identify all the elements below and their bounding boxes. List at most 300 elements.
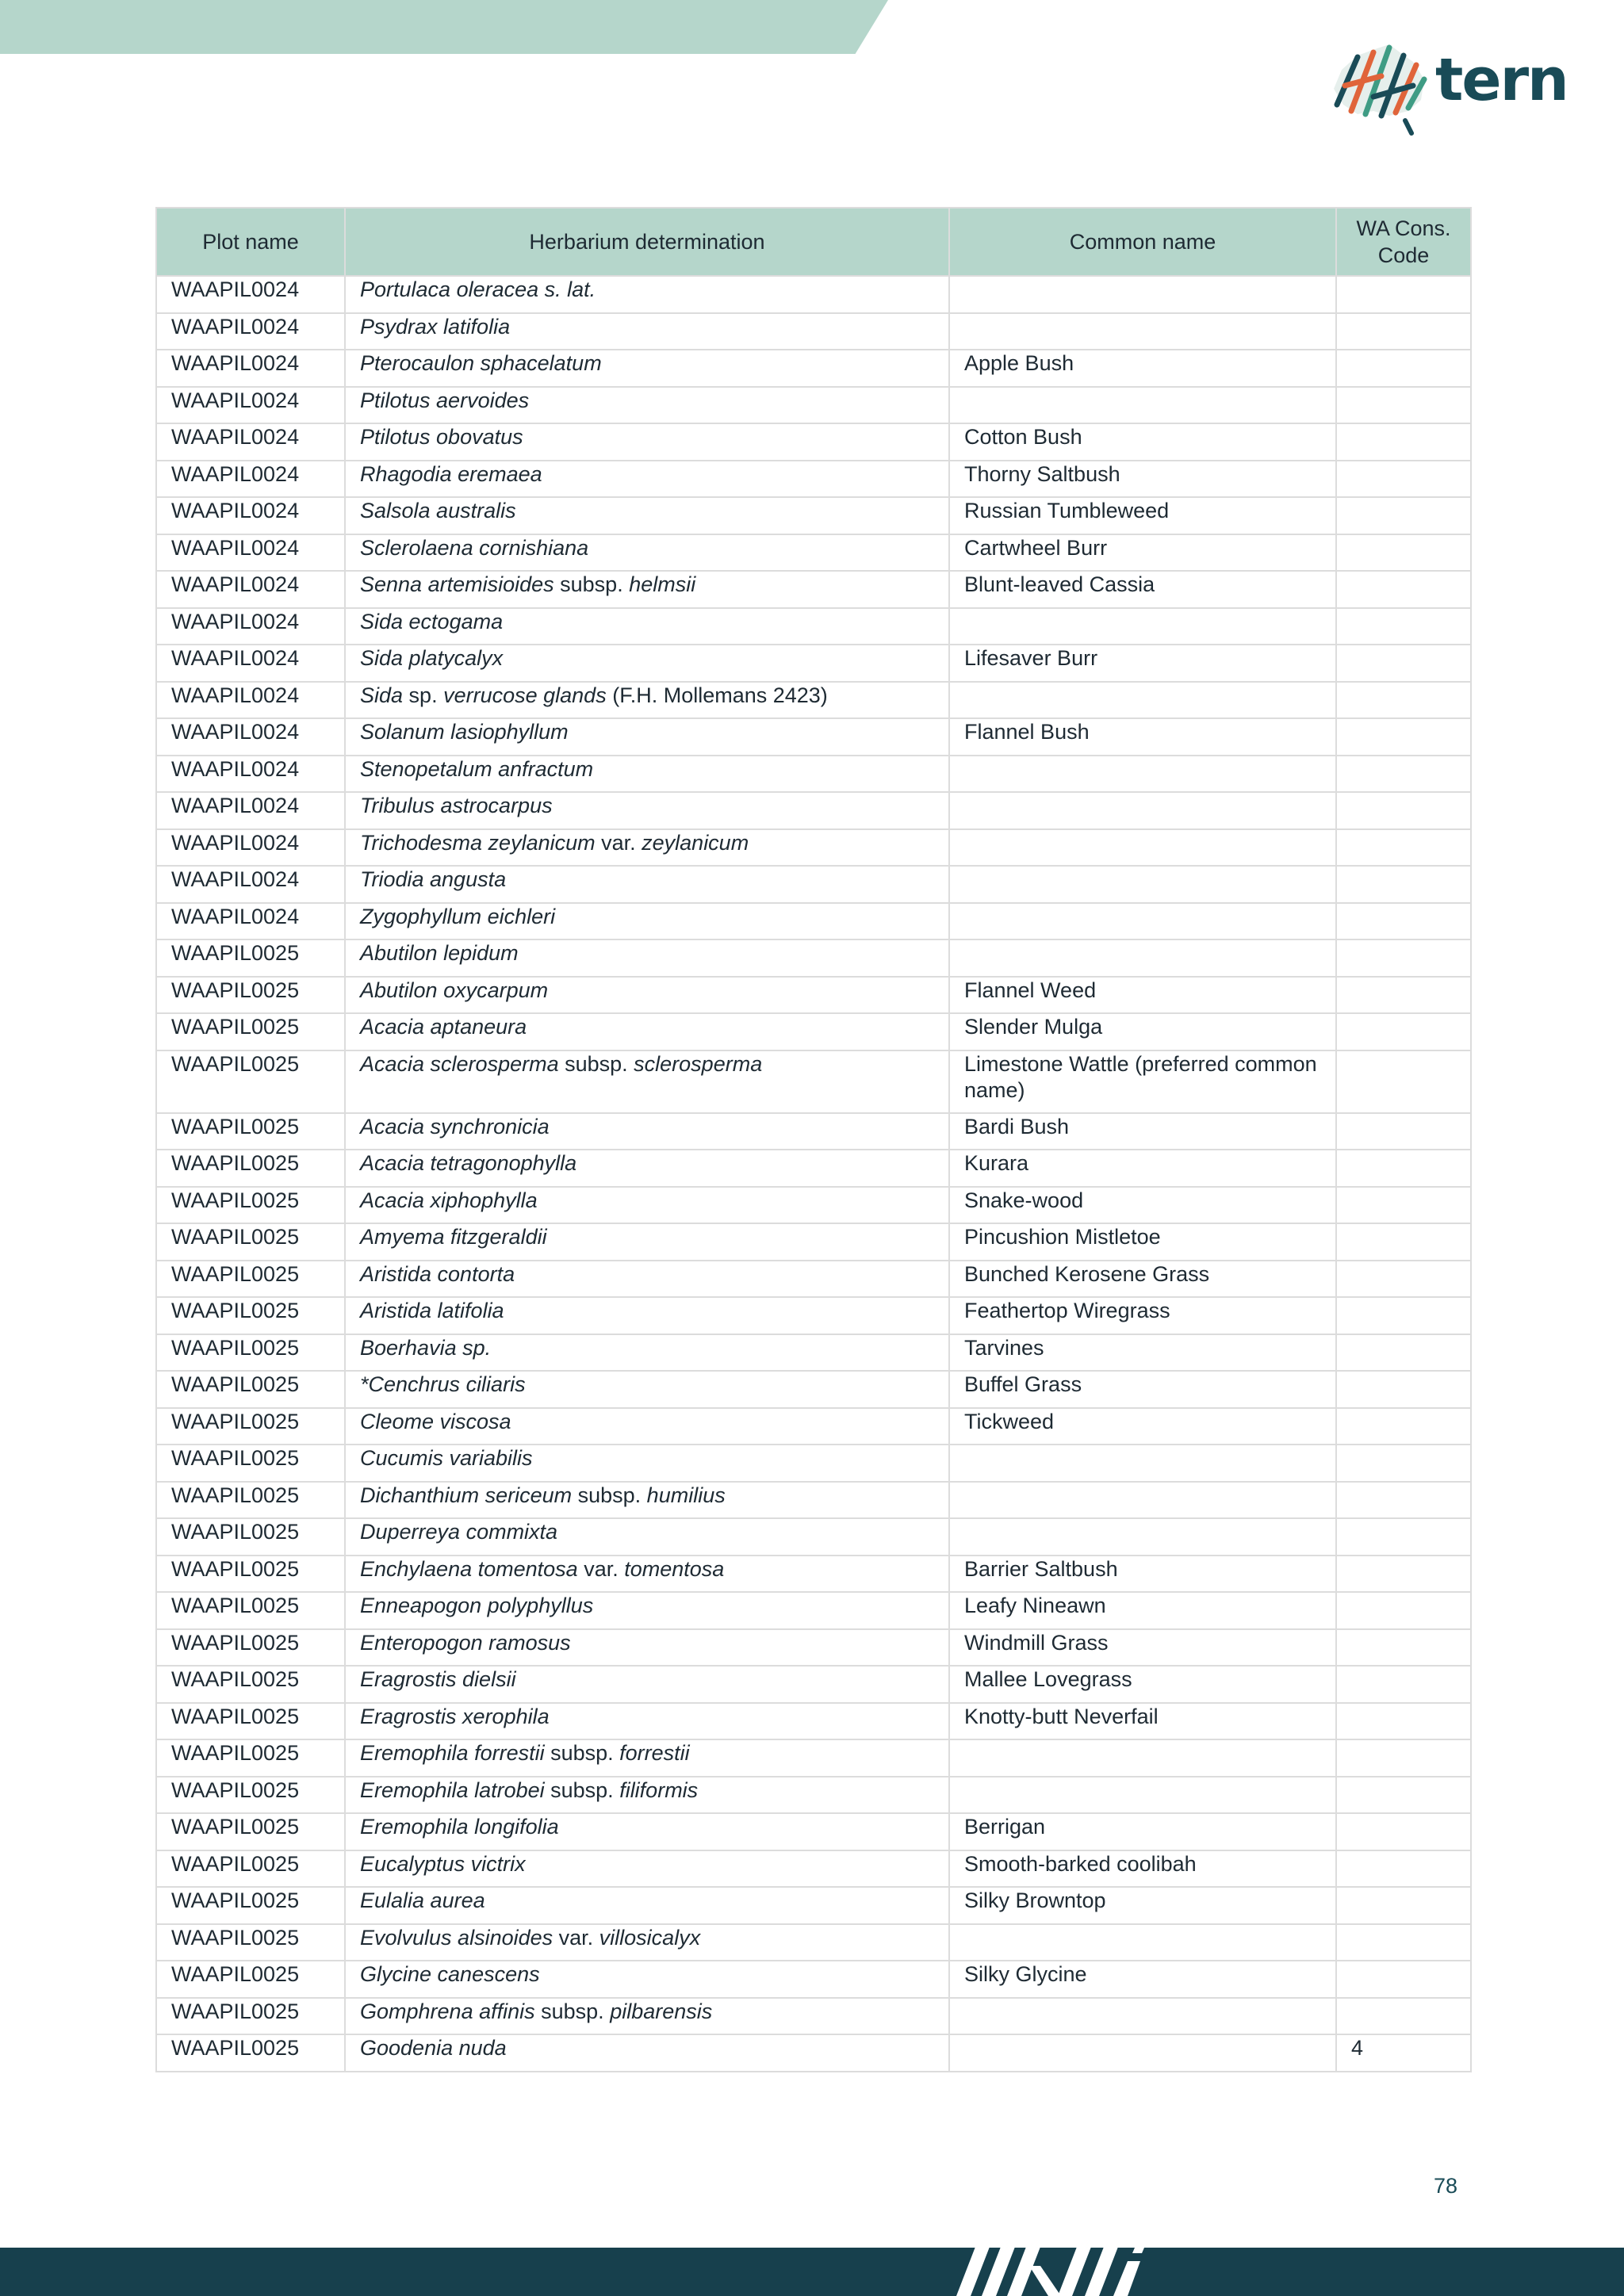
taxon-name-part: Pterocaulon sphacelatum (360, 351, 602, 375)
wa-cons-code-cell (1336, 866, 1471, 903)
header-row (156, 208, 1471, 276)
plot-name-cell: WAAPIL0025 (156, 1261, 345, 1298)
herbarium-cell (345, 1050, 949, 1113)
herbarium-header: Herbarium determination (345, 208, 949, 276)
herbarium-cell (345, 1629, 949, 1667)
herbarium-cell (345, 792, 949, 829)
wa-cons-code-cell (1336, 1961, 1471, 1998)
taxon-name-part: Ptilotus aervoides (360, 388, 530, 412)
taxon-name-part: Acacia aptaneura (360, 1015, 527, 1039)
wa-cons-code-cell (1336, 1187, 1471, 1224)
bottom-decorative-band (0, 2248, 1624, 2296)
common-name-cell: Cartwheel Burr (949, 534, 1336, 572)
herbarium-cell (345, 939, 949, 977)
common-name-cell: Tarvines (949, 1334, 1336, 1372)
taxon-name-part: zeylanicum (642, 830, 749, 855)
common-name-cell: Silky Glycine (949, 1961, 1336, 1998)
taxon-name-part: Rhagodia eremaea (360, 461, 542, 486)
common-name-cell: Lifesaver Burr (949, 645, 1336, 682)
herbarium-cell (345, 1408, 949, 1445)
taxon-name-part: Stenopetalum anfractum (360, 756, 594, 781)
taxon-name-part: Sida platycalyx (360, 646, 504, 670)
common-name-cell (949, 2034, 1336, 2072)
australia-map-icon (1326, 38, 1433, 137)
plot-name-cell: WAAPIL0025 (156, 977, 345, 1014)
herbarium-cell (345, 756, 949, 793)
table-row (156, 1371, 1471, 1408)
herbarium-cell (345, 2034, 949, 2072)
common-name-cell (949, 682, 1336, 719)
herbarium-cell (345, 1813, 949, 1850)
taxon-name-part: Aristida latifolia (360, 1299, 504, 1322)
herbarium-cell (345, 1592, 949, 1629)
taxon-name-part: Eucalyptus victrix (360, 1851, 526, 1876)
plot-name-cell: WAAPIL0025 (156, 1961, 345, 1998)
plot-name-cell: WAAPIL0024 (156, 276, 345, 313)
table-row (156, 1445, 1471, 1482)
page-number: 78 (1434, 2174, 1458, 2198)
common-name-cell: Feathertop Wiregrass (949, 1297, 1336, 1334)
herbarium-cell (345, 1703, 949, 1740)
common-name-cell: Apple Bush (949, 350, 1336, 387)
table-row (156, 829, 1471, 867)
plot-name-cell: WAAPIL0025 (156, 1297, 345, 1334)
taxon-name-part: Eremophila latrobei (360, 1777, 545, 1802)
table-row (156, 1703, 1471, 1740)
taxon-name-part: Dichanthium sericeum (360, 1483, 573, 1507)
table-row (156, 497, 1471, 534)
table-row (156, 608, 1471, 645)
taxon-name-part: Cleome viscosa (360, 1409, 511, 1433)
table-row (156, 423, 1471, 461)
wa-cons-code-cell (1336, 903, 1471, 940)
plot-name-cell: WAAPIL0024 (156, 461, 345, 498)
plot-name-cell: WAAPIL0025 (156, 1813, 345, 1850)
common-name-cell (949, 276, 1336, 313)
top-decorative-band (0, 0, 888, 54)
plot-name-cell: WAAPIL0024 (156, 313, 345, 350)
common-name-cell: Flannel Bush (949, 718, 1336, 756)
table-row (156, 682, 1471, 719)
table-row (156, 1223, 1471, 1261)
taxon-name-part: Acacia tetragonophylla (360, 1151, 577, 1175)
wa-cons-header-line2: Code (1377, 243, 1430, 267)
table-row (156, 718, 1471, 756)
plot-name-cell: WAAPIL0025 (156, 1592, 345, 1629)
wa-cons-code-cell (1336, 313, 1471, 350)
table-row (156, 792, 1471, 829)
common-name-cell: Limestone Wattle (preferred common name) (949, 1050, 1336, 1113)
taxon-name-part: *Cenchrus ciliaris (360, 1372, 526, 1396)
herbarium-cell (345, 1482, 949, 1519)
taxon-name-part: Eragrostis dielsii (360, 1667, 516, 1691)
common-name-cell: Thorny Saltbush (949, 461, 1336, 498)
table-header (156, 208, 1471, 276)
herbarium-cell (345, 1739, 949, 1777)
table-row (156, 977, 1471, 1014)
wa-cons-code-cell (1336, 350, 1471, 387)
common-name-cell (949, 1518, 1336, 1556)
table-row (156, 276, 1471, 313)
plot-name-cell: WAAPIL0025 (156, 1629, 345, 1667)
plot-name-cell: WAAPIL0025 (156, 1113, 345, 1150)
taxon-name-part: Triodia angusta (360, 867, 507, 891)
plot-name-cell: WAAPIL0025 (156, 1887, 345, 1924)
taxon-name-part: var. (553, 1925, 599, 1950)
plot-name-cell: WAAPIL0024 (156, 571, 345, 608)
table-row (156, 1408, 1471, 1445)
plot-name-cell: WAAPIL0024 (156, 903, 345, 940)
taxon-name-part: var. (595, 830, 642, 855)
plot-name-cell: WAAPIL0025 (156, 1703, 345, 1740)
wa-cons-code-cell (1336, 1592, 1471, 1629)
table-row (156, 350, 1471, 387)
herbarium-cell (345, 718, 949, 756)
taxon-name-part: subsp. (544, 1741, 620, 1765)
herbarium-cell (345, 1261, 949, 1298)
wa-cons-code-cell (1336, 1850, 1471, 1888)
herbarium-cell (345, 866, 949, 903)
plot-name-cell: WAAPIL0025 (156, 1518, 345, 1556)
common-name-cell: Buffel Grass (949, 1371, 1336, 1408)
plot-name-cell: WAAPIL0024 (156, 756, 345, 793)
plot-name-cell: WAAPIL0024 (156, 497, 345, 534)
common-name-cell: Pincushion Mistletoe (949, 1223, 1336, 1261)
table-row (156, 1998, 1471, 2035)
wa-cons-code-cell (1336, 1371, 1471, 1408)
taxon-name-part: Eragrostis xerophila (360, 1704, 550, 1728)
common-name-cell: Kurara (949, 1150, 1336, 1187)
wa-cons-code-cell: 4 (1336, 2034, 1471, 2072)
wa-cons-code-cell (1336, 1924, 1471, 1961)
common-name-cell: Mallee Lovegrass (949, 1666, 1336, 1703)
plot-name-cell: WAAPIL0024 (156, 350, 345, 387)
table-row (156, 387, 1471, 424)
taxon-name-part: Ptilotus obovatus (360, 425, 523, 449)
herbarium-cell (345, 1150, 949, 1187)
taxon-name-part: Acacia xiphophylla (360, 1188, 538, 1212)
herbarium-cell (345, 497, 949, 534)
plot-name-cell: WAAPIL0025 (156, 1050, 345, 1113)
herbarium-cell (345, 903, 949, 940)
plot-name-cell: WAAPIL0025 (156, 2034, 345, 2072)
taxon-name-part: (F.H. Mollemans 2423) (606, 683, 828, 707)
taxon-name-part: Enteropogon ramosus (360, 1630, 571, 1655)
plot-name-cell: WAAPIL0025 (156, 1998, 345, 2035)
wa-cons-code-cell (1336, 461, 1471, 498)
wa-cons-code-cell (1336, 1223, 1471, 1261)
table-row (156, 1813, 1471, 1850)
table-row (156, 1961, 1471, 1998)
herbarium-cell (345, 1187, 949, 1224)
plot-name-cell: WAAPIL0025 (156, 1739, 345, 1777)
plot-name-cell: WAAPIL0025 (156, 1666, 345, 1703)
herbarium-cell (345, 1113, 949, 1150)
plot-name-cell: WAAPIL0024 (156, 866, 345, 903)
table-row (156, 939, 1471, 977)
plot-name-cell: WAAPIL0025 (156, 1408, 345, 1445)
plot-name-cell: WAAPIL0025 (156, 1850, 345, 1888)
wa-cons-code-cell (1336, 608, 1471, 645)
herbarium-cell (345, 1556, 949, 1593)
taxon-name-part: Portulaca oleracea s. lat. (360, 277, 596, 301)
common-name-cell: Russian Tumbleweed (949, 497, 1336, 534)
taxon-name-part: tomentosa (624, 1556, 725, 1581)
taxon-name-part: verrucose glands (443, 683, 607, 707)
wa-cons-header-line1: WA Cons. (1356, 216, 1451, 240)
taxon-name-part: sp. (403, 683, 444, 707)
common-name-cell (949, 1998, 1336, 2035)
wa-cons-code-cell (1336, 1556, 1471, 1593)
taxon-name-part: Acacia sclerosperma (360, 1051, 559, 1076)
species-table (155, 207, 1472, 2072)
taxon-name-part: Zygophyllum eichleri (360, 904, 556, 928)
wa-cons-code-cell (1336, 939, 1471, 977)
plot-name-cell: WAAPIL0025 (156, 1445, 345, 1482)
taxon-name-part: Boerhavia sp. (360, 1335, 492, 1360)
plot-name-cell: WAAPIL0024 (156, 792, 345, 829)
table-row (156, 1050, 1471, 1113)
common-name-cell: Barrier Saltbush (949, 1556, 1336, 1593)
table-row (156, 1777, 1471, 1814)
table-row (156, 1518, 1471, 1556)
common-name-cell: Blunt-leaved Cassia (949, 571, 1336, 608)
table-row (156, 1592, 1471, 1629)
taxon-name-part: Solanum lasiophyllum (360, 720, 569, 744)
common-name-cell (949, 387, 1336, 424)
herbarium-cell (345, 1297, 949, 1334)
wa-cons-code-cell (1336, 829, 1471, 867)
table-row (156, 2034, 1471, 2072)
table-row (156, 903, 1471, 940)
taxon-name-part: Eremophila longifolia (360, 1815, 559, 1839)
common-name-cell (949, 939, 1336, 977)
common-name-cell: Smooth-barked coolibah (949, 1850, 1336, 1888)
wa-cons-code-cell (1336, 718, 1471, 756)
table-row (156, 1261, 1471, 1298)
taxon-name-part: subsp. (553, 572, 630, 596)
wa-cons-code-cell (1336, 534, 1471, 572)
wa-cons-code-cell (1336, 1297, 1471, 1334)
wa-cons-code-cell (1336, 1629, 1471, 1667)
wa-cons-code-cell (1336, 1518, 1471, 1556)
taxon-name-part: Sclerolaena cornishiana (360, 535, 589, 560)
common-name-cell: Slender Mulga (949, 1013, 1336, 1050)
herbarium-cell (345, 1924, 949, 1961)
herbarium-cell (345, 1887, 949, 1924)
table-row (156, 1666, 1471, 1703)
common-name-cell (949, 1924, 1336, 1961)
table-row (156, 534, 1471, 572)
taxon-name-part: villosicalyx (599, 1925, 701, 1950)
common-name-cell (949, 313, 1336, 350)
table-body (156, 276, 1471, 2072)
taxon-name-part: Sida ectogama (360, 609, 504, 633)
plot-name-header: Plot name (156, 208, 345, 276)
wa-cons-code-cell (1336, 1887, 1471, 1924)
taxon-name-part: Acacia synchronicia (360, 1114, 550, 1138)
plot-name-cell: WAAPIL0024 (156, 608, 345, 645)
plot-name-cell: WAAPIL0024 (156, 387, 345, 424)
common-name-cell: Bardi Bush (949, 1113, 1336, 1150)
taxon-name-part: Sida (360, 683, 404, 707)
wa-cons-code-cell (1336, 1050, 1471, 1113)
common-name-cell (949, 1777, 1336, 1814)
herbarium-cell (345, 1445, 949, 1482)
common-name-cell: Bunched Kerosene Grass (949, 1261, 1336, 1298)
herbarium-cell (345, 571, 949, 608)
taxon-name-part: var. (577, 1556, 625, 1581)
herbarium-cell (345, 1334, 949, 1372)
wa-cons-code-cell (1336, 1739, 1471, 1777)
wa-cons-code-cell (1336, 1703, 1471, 1740)
plot-name-cell: WAAPIL0025 (156, 1334, 345, 1372)
plot-name-cell: WAAPIL0024 (156, 829, 345, 867)
taxon-name-part: Trichodesma zeylanicum (360, 830, 596, 855)
common-name-header: Common name (949, 208, 1336, 276)
herbarium-cell (345, 1371, 949, 1408)
wa-cons-code-header (1336, 208, 1471, 276)
taxon-name-part: subsp. (534, 1999, 611, 2023)
taxon-name-part: Tribulus astrocarpus (360, 794, 553, 817)
table-row (156, 571, 1471, 608)
common-name-cell: Knotty-butt Neverfail (949, 1703, 1336, 1740)
table-row (156, 1850, 1471, 1888)
plot-name-cell: WAAPIL0025 (156, 1150, 345, 1187)
taxon-name-part: sclerosperma (634, 1051, 763, 1076)
common-name-cell (949, 829, 1336, 867)
taxon-name-part: Abutilon oxycarpum (360, 978, 549, 1002)
common-name-cell: Berrigan (949, 1813, 1336, 1850)
common-name-cell (949, 608, 1336, 645)
wa-cons-code-cell (1336, 792, 1471, 829)
common-name-cell: Leafy Nineawn (949, 1592, 1336, 1629)
herbarium-cell (345, 1518, 949, 1556)
wa-cons-code-cell (1336, 1150, 1471, 1187)
logo-wordmark: tern (1435, 46, 1568, 114)
table-row (156, 1013, 1471, 1050)
taxon-name-part: humilius (646, 1483, 726, 1507)
herbarium-cell (345, 977, 949, 1014)
taxon-name-part: pilbarensis (610, 1999, 713, 2023)
common-name-cell: Tickweed (949, 1408, 1336, 1445)
taxon-name-part: Enchylaena tomentosa (360, 1556, 578, 1581)
taxon-name-part: Glycine canescens (360, 1962, 540, 1986)
herbarium-cell (345, 1961, 949, 1998)
wa-cons-code-cell (1336, 1813, 1471, 1850)
table-row (156, 1629, 1471, 1667)
herbarium-cell (345, 1666, 949, 1703)
tern-logo (1326, 38, 1568, 137)
herbarium-cell (345, 608, 949, 645)
wa-cons-code-cell (1336, 756, 1471, 793)
taxon-name-part: Abutilon lepidum (360, 941, 519, 965)
herbarium-cell (345, 1850, 949, 1888)
taxon-name-part: subsp. (558, 1051, 634, 1076)
taxon-name-part: Gomphrena affinis (360, 1999, 535, 2023)
common-name-cell: Silky Browntop (949, 1887, 1336, 1924)
herbarium-cell (345, 829, 949, 867)
herbarium-cell (345, 645, 949, 682)
wa-cons-code-cell (1336, 1445, 1471, 1482)
table-row (156, 1482, 1471, 1519)
wa-cons-code-cell (1336, 1334, 1471, 1372)
common-name-cell (949, 1445, 1336, 1482)
common-name-cell (949, 903, 1336, 940)
wa-cons-code-cell (1336, 1408, 1471, 1445)
herbarium-cell (345, 423, 949, 461)
common-name-cell: Snake-wood (949, 1187, 1336, 1224)
plot-name-cell: WAAPIL0025 (156, 1482, 345, 1519)
table-row (156, 1187, 1471, 1224)
wa-cons-code-cell (1336, 387, 1471, 424)
taxon-name-part: Aristida contorta (360, 1261, 515, 1286)
taxon-name-part: Salsola australis (360, 499, 516, 522)
herbarium-cell (345, 313, 949, 350)
common-name-cell (949, 866, 1336, 903)
table-row (156, 756, 1471, 793)
herbarium-cell (345, 682, 949, 719)
wa-cons-code-cell (1336, 1113, 1471, 1150)
taxon-name-part: forrestii (619, 1741, 690, 1765)
plot-name-cell: WAAPIL0025 (156, 1187, 345, 1224)
wa-cons-code-cell (1336, 682, 1471, 719)
herbarium-cell (345, 1998, 949, 2035)
table-row (156, 1150, 1471, 1187)
wa-cons-code-cell (1336, 977, 1471, 1014)
plot-name-cell: WAAPIL0025 (156, 1371, 345, 1408)
plot-name-cell: WAAPIL0025 (156, 1223, 345, 1261)
taxon-name-part: Evolvulus alsinoides (360, 1925, 553, 1950)
taxon-name-part: Goodenia nuda (360, 2036, 507, 2060)
herbarium-cell (345, 387, 949, 424)
wa-cons-code-cell (1336, 1666, 1471, 1703)
herbarium-cell (345, 534, 949, 572)
wa-cons-code-cell (1336, 645, 1471, 682)
table-row (156, 1887, 1471, 1924)
plot-name-cell: WAAPIL0024 (156, 534, 345, 572)
taxon-name-part: Senna artemisioides (360, 572, 554, 596)
plot-name-cell: WAAPIL0025 (156, 1924, 345, 1961)
wa-cons-code-cell (1336, 497, 1471, 534)
plot-name-cell: WAAPIL0024 (156, 718, 345, 756)
plot-name-cell: WAAPIL0025 (156, 1556, 345, 1593)
taxon-name-part: helmsii (629, 572, 696, 596)
wa-cons-code-cell (1336, 571, 1471, 608)
taxon-name-part: filiformis (619, 1777, 699, 1802)
herbarium-cell (345, 461, 949, 498)
wa-cons-code-cell (1336, 276, 1471, 313)
wa-cons-code-cell (1336, 1261, 1471, 1298)
table-row (156, 461, 1471, 498)
common-name-cell (949, 792, 1336, 829)
plot-name-cell: WAAPIL0025 (156, 1777, 345, 1814)
table-row (156, 645, 1471, 682)
table-row (156, 866, 1471, 903)
taxon-name-part: Eremophila forrestii (360, 1741, 545, 1765)
table-row (156, 1924, 1471, 1961)
wa-cons-code-cell (1336, 1777, 1471, 1814)
herbarium-cell (345, 276, 949, 313)
common-name-cell: Flannel Weed (949, 977, 1336, 1014)
footer-stripes-graphic (929, 2242, 1159, 2296)
common-name-cell (949, 1739, 1336, 1777)
plot-name-cell: WAAPIL0024 (156, 645, 345, 682)
table-row (156, 313, 1471, 350)
herbarium-cell (345, 1013, 949, 1050)
table-row (156, 1297, 1471, 1334)
common-name-cell: Cotton Bush (949, 423, 1336, 461)
